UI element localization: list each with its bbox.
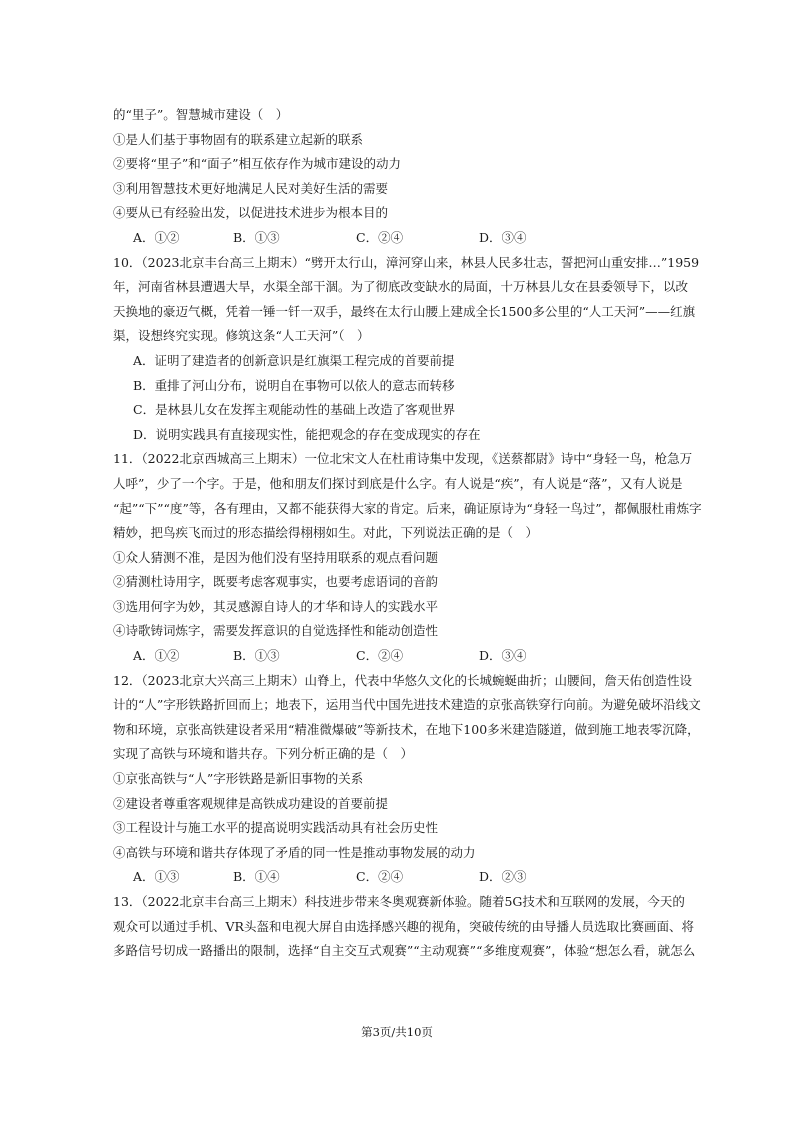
answer-choice: A．①② [133, 229, 180, 245]
text-line: 年，河南省林县遭遇大旱，水渠全部干涸。为了彻底改变缺水的局面，十万林县儿女在县委领导下，以改 [113, 279, 689, 295]
text-line: 计的“人”字形铁路折回而上；地表下，运用当代中国先进技术建造的京张高铁穿行向前。为避免破坏沿线文 [113, 697, 701, 713]
answer-choice: D．③④ [479, 648, 527, 664]
answer-choice: B．①③ [233, 648, 280, 664]
answer-choice: B．①③ [233, 229, 280, 245]
text-line: ②要将“里子”和“面子”相互依存作为城市建设的动力 [113, 156, 402, 172]
page-footer: 第3页/共10页 [361, 1025, 433, 1039]
text-line: 天换地的豪迈气概，凭着一锤一钎一双手，最终在太行山腰上建成全长1500多公里的“人工天河”——红旗 [113, 303, 696, 319]
answer-choice: C．②④ [356, 648, 404, 664]
text-line: ④要从已有经验出发，以促进技术进步为根本目的 [113, 205, 389, 221]
answer-choice: C．②④ [356, 869, 404, 885]
choice-row [113, 226, 683, 251]
text-line: 人呼”，少了一个字。于是，他和朋友们探讨到底是什么字。有人说是“疾”，有人说是“落”，又有人说是 [113, 475, 683, 491]
text-line: 13．（2022北京丰台高三上期末）科技进步带来冬奥观赛新体验。随着5G技术和互联网的发展，今天的 [113, 894, 685, 909]
text-line: 物和环境，京张高铁建设者采用“精准微爆破”等新技术，在地下100多米建造隧道，做到施工地表零沉降， [113, 721, 700, 737]
page-content [113, 103, 702, 964]
text-line: 观众可以通过手机、VR头盔和电视大屏自由选择感兴趣的视角，突破传统的由导播人员选取比赛画面、将 [113, 918, 694, 934]
option-line: A．证明了建造者的创新意识是红旗渠工程完成的首要前提 [133, 352, 455, 368]
text-line: 多路信号切成一路播出的限制，选择“自主交互式观赛”“主动观赛”“多维度观赛”，体验“想怎么看，就怎么 [113, 943, 696, 959]
text-line: ④诗歌铸词炼字，需要发挥意识的自觉选择性和能动创造性 [113, 623, 439, 639]
answer-choice: D．②③ [479, 869, 527, 885]
text-line: ①是人们基于事物固有的联系建立起新的联系 [113, 131, 364, 147]
choice-row [113, 644, 683, 669]
text-line: ①众人猜测不准，是因为他们没有坚持用联系的观点看问题 [113, 549, 439, 565]
answer-choice: B．①④ [233, 869, 280, 885]
text-line: 10．（2023北京丰台高三上期末）“劈开太行山，漳河穿山来，林县人民多壮志，誓把河山重安排…”1959 [113, 254, 700, 270]
option-line: B．重排了河山分布，说明自在事物可以依人的意志而转移 [133, 377, 455, 393]
choice-row [113, 865, 683, 890]
answer-choice: A．①③ [133, 869, 180, 885]
answer-choice: D．③④ [479, 229, 527, 245]
text-line: ③利用智慧技术更好地满足人民对美好生活的需要 [113, 180, 389, 196]
option-line: C．是林县儿女在发挥主观能动性的基础上改造了客观世界 [133, 402, 456, 418]
text-line: 的“里子”。智慧城市建设（ ） [113, 107, 289, 122]
text-line: ②建设者尊重客观规律是高铁成功建设的首要前提 [113, 795, 389, 811]
answer-choice: C．②④ [356, 229, 404, 245]
text-line: 精妙，把鸟疾飞而过的形态描绘得栩栩如生。对此，下列说法正确的是（ ） [113, 525, 539, 541]
option-line: D．说明实践具有直接现实性，能把观念的存在变成现实的存在 [133, 426, 481, 442]
text-line: 11．（2022北京西城高三上期末）一位北宋文人在杜甫诗集中发现，《送蔡都尉》诗中“身轻一鸟，枪急万 [113, 451, 693, 467]
text-line: ③选用何字为妙，其灵感源自诗人的才华和诗人的实践水平 [113, 598, 439, 614]
text-line: ②猜测杜诗用字，既要考虑客观事实，也要考虑语词的音韵 [113, 574, 439, 590]
text-line: 12．（2023北京大兴高三上期末）山脊上，代表中华悠久文化的长城蜿蜒曲折；山腰间，詹天佑创造性设 [113, 672, 692, 688]
text-line: “起”“下”“度”等，各有理由，又都不能获得大家的肯定。后来，确证原诗为“身轻一鸟过”，都佩服杜甫炼字 [113, 500, 702, 516]
answer-choice: A．①② [133, 648, 180, 664]
text-line: ④高铁与环境和谐共存体现了矛盾的同一性是推动事物发展的动力 [113, 844, 476, 860]
text-line: ③工程设计与施工水平的提高说明实践活动具有社会历史性 [113, 820, 439, 836]
text-line: 渠，设想终究实现。修筑这条“人工天河”（ ） [113, 328, 370, 344]
text-line: 实现了高铁与环境和谐共存。下列分析正确的是（ ） [113, 746, 414, 762]
text-line: ①京张高铁与“人”字形铁路是新旧事物的关系 [113, 771, 364, 787]
